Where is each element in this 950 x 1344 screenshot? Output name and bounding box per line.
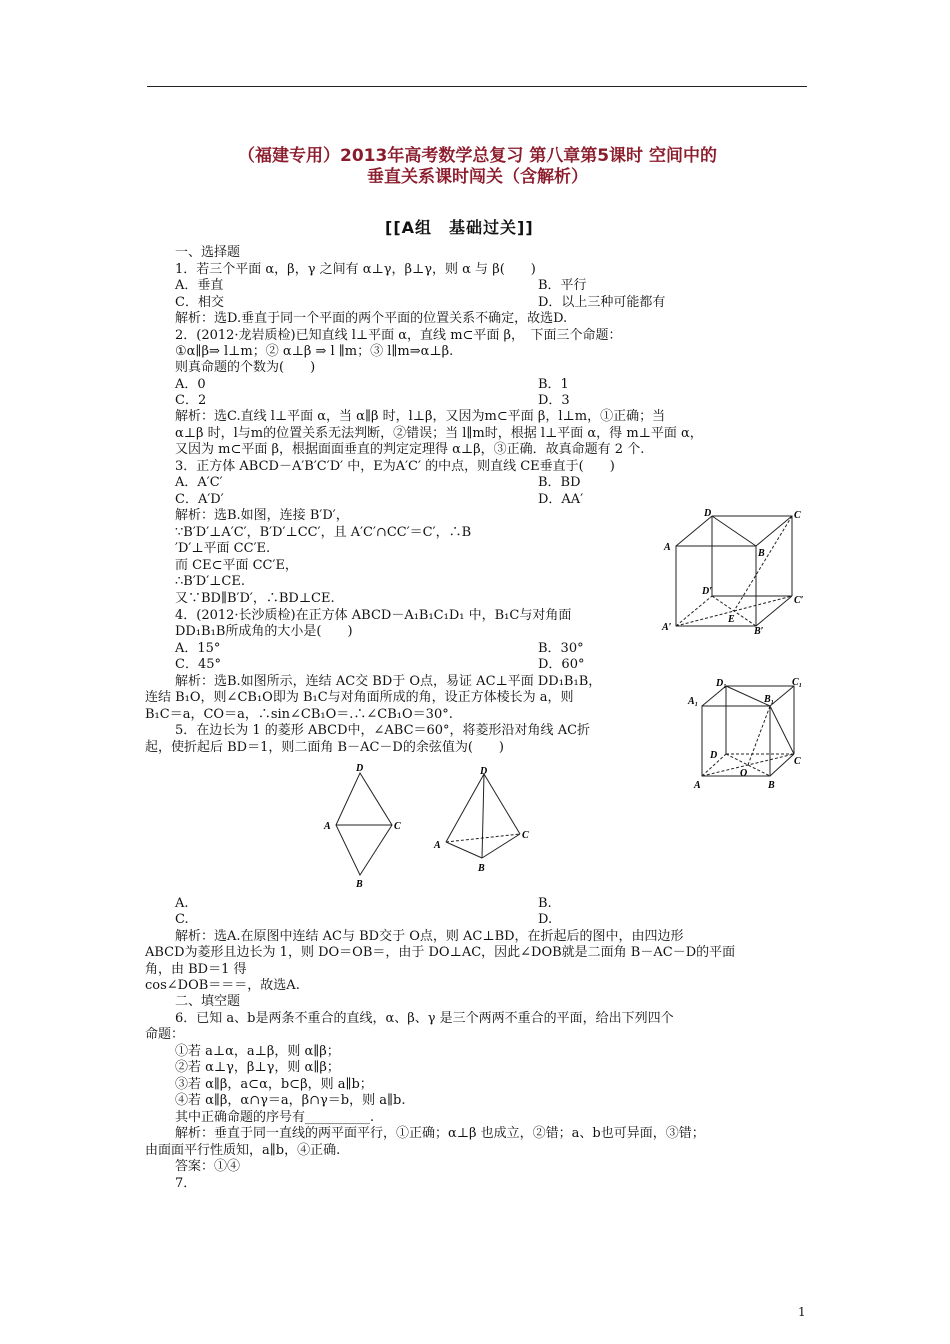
fig1-label-d-prime: D′ [702, 586, 713, 597]
text-line: A．15° [175, 641, 221, 656]
cube-figure-1 [660, 508, 804, 637]
text-line: ①若 a⊥α，a⊥β，则 α∥β； [175, 1044, 340, 1059]
text-line: 答案：①④ [175, 1159, 241, 1174]
rhombus-figure [320, 763, 410, 888]
doc-title-line1: （福建专用）2013年高考数学总复习 第八章第5课时 空间中的 [238, 146, 717, 166]
text-line: 解析：垂直于同一直线的两平面平行，①正确；α⊥β 也成立，②错；a、b也可异面，③错； [175, 1126, 705, 1141]
fig3-label-d: D [356, 763, 364, 774]
text-line: ②若 α⊥γ，β⊥γ，则 α∥β； [175, 1060, 340, 1075]
text-line: 连结 B₁O，则∠CB₁O即为 B₁C与对角面所成的角，设正方体棱长为 a，则 [145, 690, 574, 705]
cube-figure-2 [688, 676, 808, 791]
fig3-label-b: B [356, 879, 363, 890]
text-line: 角，由 BD＝1 得 [145, 962, 247, 977]
text-line: ABCD为菱形且边长为 1，则 DO＝OB＝，由于 DO⊥AC，因此∠DOB就是二面角 B－AC－D的平面 [145, 945, 736, 960]
tetrahedron-figure [432, 766, 542, 876]
doc-title-line2: 垂直关系课时闯关（含解析） [367, 167, 588, 187]
fig2-label-a: A [694, 780, 701, 791]
text-line: 由面面平行性质知，a∥b，④正确. [145, 1143, 341, 1158]
text-line: A．A′C′ [175, 475, 223, 490]
text-line: D．3 [538, 393, 570, 408]
text-line: C．相交 [175, 295, 224, 310]
text-line: 2．(2012·龙岩质检)已知直线 l⊥平面 α，直线 m⊂平面 β， 下面三个命题： [175, 328, 622, 343]
fig1-label-c-prime: C′ [794, 595, 804, 606]
fig2-label-a1: A₁ [688, 696, 699, 707]
text-line: 而 CE⊂平面 CC′E， [175, 558, 298, 573]
text-line: 解析：选D.垂直于同一个平面的两个平面的位置关系不确定，故选D. [175, 311, 568, 326]
fig1-label-b-prime: B′ [754, 626, 764, 637]
fig4-label-b: B [478, 863, 485, 874]
text-line: 解析：选A.在原图中连结 AC与 BD交于 O点，则 AC⊥BD，在折起后的图中，由四边形 [175, 929, 684, 944]
text-line: 起，使折起后 BD＝1，则二面角 B－AC－D的余弦值为( ) [145, 740, 504, 755]
fig4-label-c: C [522, 830, 529, 841]
text-line: 又∵BD∥B′D′，∴BD⊥CE. [175, 591, 335, 606]
fig2-label-b1: B₁ [764, 694, 775, 705]
text-line: ④若 α∥β，α∩γ＝a，β∩γ＝b，则 a∥b. [175, 1093, 406, 1108]
page-number: 1 [798, 1305, 806, 1319]
text-line: α⊥β 时，l与m的位置关系无法判断，②错误；当 l∥m时，根据 l⊥平面 α，得 m⊥平面 α， [175, 426, 703, 441]
text-line: A．0 [175, 377, 206, 392]
text-line: B．平行 [538, 278, 587, 293]
text-line: 4．(2012·长沙质检)在正方体 ABCD－A₁B₁C₁D₁ 中，B₁C与对角面 [175, 608, 572, 623]
text-line: 解析：选B.如图所示，连结 AC交 BD于 O点，易证 AC⊥平面 DD₁B₁B， [175, 674, 602, 689]
text-line: D．60° [538, 657, 585, 672]
text-line: D．以上三种可能都有 [538, 295, 666, 310]
text-line: ③若 α∥β，a⊂α，b⊂β，则 a∥b； [175, 1077, 373, 1092]
text-line: 1．若三个平面 α，β，γ 之间有 α⊥γ，β⊥γ，则 α 与 β( ) [175, 262, 536, 277]
text-line: 命题： [145, 1027, 185, 1042]
text-line: 则真命题的个数为( ) [175, 360, 316, 375]
text-line: 7． [175, 1176, 197, 1191]
text-line: A. [175, 896, 189, 911]
text-line: B．1 [538, 377, 569, 392]
text-line: ∴B′D′⊥CE. [175, 574, 245, 589]
fig3-label-a: A [324, 821, 331, 832]
fig1-label-a-prime: A′ [662, 622, 672, 633]
fig4-label-d: D [480, 766, 488, 777]
text-line: ①α∥β⇒ l⊥m；② α⊥β ⇒ l ∥m；③ l∥m⇒α⊥β. [175, 344, 454, 359]
text-line: 二、填空题 [175, 994, 241, 1009]
text-line: D. [538, 912, 553, 927]
header-rule [147, 86, 807, 87]
text-line: C．45° [175, 657, 221, 672]
fig1-label-b: B [758, 548, 765, 559]
text-line: C．2 [175, 393, 207, 408]
text-line: cos∠DOB＝＝＝，故选A. [145, 978, 300, 993]
text-line: 解析：选B.如图，连接 B′D′， [175, 508, 349, 523]
text-line: 解析：选C.直线 l⊥平面 α，当 α∥β 时，l⊥β，又因为m⊂平面 β，l⊥m，①正确；当 [175, 409, 666, 424]
fig3-label-c: C [394, 821, 401, 832]
text-line: B. [538, 896, 552, 911]
fig2-label-c1: C₁ [792, 677, 803, 688]
text-line: ∵B′D′⊥A′C′，B′D′⊥CC′，且 A′C′∩CC′＝C′，∴B [175, 525, 472, 540]
group-header: [[A组 基础过关]] [385, 218, 534, 237]
text-line: DD₁B₁B所成角的大小是( ) [175, 624, 353, 639]
text-line: B．BD [538, 475, 581, 490]
fig4-label-a: A [434, 840, 441, 851]
fig1-label-a: A [664, 542, 671, 553]
fig1-label-e: E [728, 614, 735, 625]
text-line: 其中正确命题的序号有__________. [175, 1110, 375, 1125]
text-line: B₁C＝a，CO＝a，∴sin∠CB₁O＝.∴∠CB₁O＝30°. [145, 707, 453, 722]
text-line: 5．在边长为 1 的菱形 ABCD中，∠ABC＝60°，将菱形沿对角线 AC折 [175, 723, 591, 738]
text-line: 一、选择题 [175, 245, 241, 260]
fig1-label-c: C [794, 510, 801, 521]
text-line: D．AA′ [538, 492, 584, 507]
fig2-label-c: C [794, 756, 801, 767]
text-line: 6．已知 a、b是两条不重合的直线，α、β、γ 是三个两两不重合的平面，给出下列四个 [175, 1011, 674, 1026]
fig2-label-b: B [768, 780, 775, 791]
fig1-label-d: D [704, 508, 712, 519]
fig2-label-o: O [740, 768, 748, 779]
text-line: 3．正方体 ABCD－A′B′C′D′ 中，E为A′C′ 的中点，则直线 CE垂直于( ) [175, 459, 615, 474]
text-line: C. [175, 912, 189, 927]
fig2-label-d: D [710, 750, 718, 761]
fig2-label-d1: D₁ [716, 678, 727, 689]
text-line: A．垂直 [175, 278, 224, 293]
text-line: C．A′D′ [175, 492, 224, 507]
text-line: B．30° [538, 641, 584, 656]
text-line: ′D′⊥平面 CC′E. [175, 541, 271, 556]
text-line: 又因为 m⊂平面 β，根据面面垂直的判定定理得 α⊥β，③正确．故真命题有 2 个. [175, 442, 645, 457]
